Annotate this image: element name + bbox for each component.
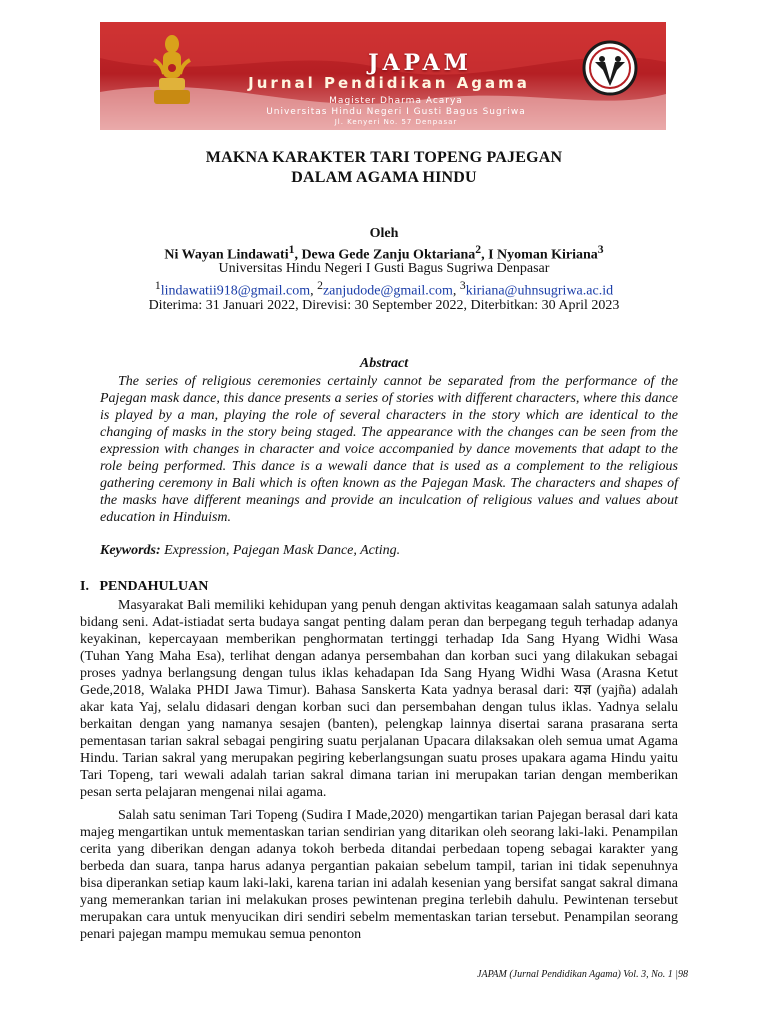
keywords-line (100, 543, 678, 559)
email-superscript: 3 (459, 279, 466, 292)
university-address: Jl. Kenyeri No. 57 Denpasar (334, 118, 458, 126)
keywords-label: Keywords: (100, 543, 161, 558)
email-link[interactable]: lindawatii918@gmail.com (160, 283, 311, 299)
email-superscript: 1 (154, 279, 161, 292)
author-emails: $^1$lindawatii918@gmail.com, $^2$zanjudode@gmail.com, $^3$kiriana@uhnsugriwa.ac.id (154, 279, 614, 299)
author-name: I Nyoman Kiriana (488, 247, 598, 263)
author-superscript: 1 (288, 243, 295, 256)
abstract-heading: Abstract (359, 356, 409, 371)
email-superscript: 2 (317, 279, 323, 292)
university-emblem-icon (150, 34, 194, 108)
program-name: Magister Dharma Acarya (329, 96, 463, 106)
email-link[interactable]: zanjudode@gmail.com (322, 283, 453, 299)
journal-mask-logo-icon (582, 40, 638, 96)
author-list: Ni Wayan Lindawati$^1$, Dewa Gede Zanju Oktariana$^2$, I Nyoman Kiriana$^3$ (164, 243, 604, 263)
page-footer-citation: JAPAM (Jurnal Pendidikan Agama) Vol. 3, No. 1 |98 (477, 969, 688, 980)
author-name: Ni Wayan Lindawati (164, 247, 289, 263)
journal-name: JAPAM (368, 50, 472, 76)
email-link[interactable]: kiriana@uhnsugriwa.ac.id (465, 283, 614, 299)
article-title-line-1: MAKNA KARAKTER TARI TOPENG PAJEGAN (205, 149, 563, 166)
article-title-line-2: DALAM AGAMA HINDU (291, 169, 477, 186)
by-label: Oleh (369, 226, 399, 241)
author-name: Dewa Gede Zanju Oktariana (301, 247, 476, 263)
university-name: Universitas Hindu Negeri I Gusti Bagus Sugriwa (266, 107, 526, 117)
publication-dates: Diterima: 31 Januari 2022, Direvisi: 30 September 2022, Diterbitkan: 30 April 2023 (148, 298, 620, 313)
keywords-text: Expression, Pajegan Mask Dance, Acting. (164, 543, 401, 558)
author-superscript: 2 (475, 243, 482, 256)
affiliation: Universitas Hindu Negeri I Gusti Bagus Sugriwa Denpasar (218, 261, 550, 276)
section-heading: I. PENDAHULUAN (80, 579, 209, 594)
body-paragraph-1: Masyarakat Bali memiliki kehidupan yang penuh dengan aktivitas keagamaan salah satunya adalah bidang seni. Adat-istiadat serta budaya sangat penting dalam peran dan berpegang teguh terhadap adanya keyakinan, kepercayaan memberikan penghormatan tertinggi terhadap Ida Sang Hyang Widhi Wasa (Tuhan Yang Maha Esa), terlihat dengan adanya persembahan dan korban suci yang dilakukan sebagai proses yadnya berlangsung dengan tulus iklas kehadapan Ida Sang Hyang Widhi Wasa (Arasna Ketut Gede,2018, Walaka PHDI Jawa Timur). Bahasa Sanskerta Kata yadnya berasal dari: यज्ञ (yajña) adalah akar kata Yaj, selalu didasari dengan korban suci dan persembahan dengan tulus iklas. Yadnya selalu berkaitan dengan yang namanya sesajen (banten), pelengkap lainnya disertai sarana prasarana serta pementasan tarian sakral sebagai pengiring suatu perjalanan Upacara dilaksakan oleh semua umat Agama Hindu. Tarian sakral yang merupakan pegiring keberlangsungan suatu proses upakara agama Hindu yaitu Tari Topeng, tari wewali adalah tarian sakral dimana tarian ini merupakan tarian dengan memberikan pesan serta pelajaran mengenai nilai agama. (80, 598, 678, 800)
body-paragraph-2: Salah satu seniman Tari Topeng (Sudira I Made,2020) mengartikan tarian Pajegan berasal dari kata majeg mengartikan untuk mementaskan tarian sendirian yang ditarikan oleh seorang laki-laki. Penampilan cerita yang diberikan dengan adanya tokoh berbeda ditandai perbedaan topeng sebagai karakter yang berbeda dan suara, tanpa harus adanya pergantian pakaian sebelum tampil, tarian ini tidak sepenuhnya bisa diperankan setiap kaum laki-laki, karena tarian ini adalah kesenian yang bersifat sangat sakral dimana yang memerankan tarian ini melakukan proses pewintenan pregina terlebih dahulu. Pewintenan tersebut merupakan cara untuk menyucikan diri sendiri sebelm mementaskan tarian tersebut. Penampilan seorang penari pajegan mampu memukau semua penonton (80, 808, 678, 942)
author-superscript: 3 (597, 243, 604, 256)
journal-fullname: Jurnal Pendidikan Agama (248, 74, 530, 92)
abstract-text: The series of religious ceremonies certainly cannot be separated from the performance of the Pajegan mask dance, this dance presents a series of stories with different characters, where this dance is played by a man, playing the role of several characters in the story which are identical to the changing of masks in the story being staged. The appearance with the changes can be seen from the expression with changes in character and voice accompanied by dance movements that adapt to the role being performed. This dance is a wewali dance that is used as a complement to the religious gathering ceremony in Bali which is often known as the Pajegan Mask. The characters and shapes of the masks have different meanings and provide an inculcation of religious values and values about education in Hinduism. (100, 374, 678, 525)
